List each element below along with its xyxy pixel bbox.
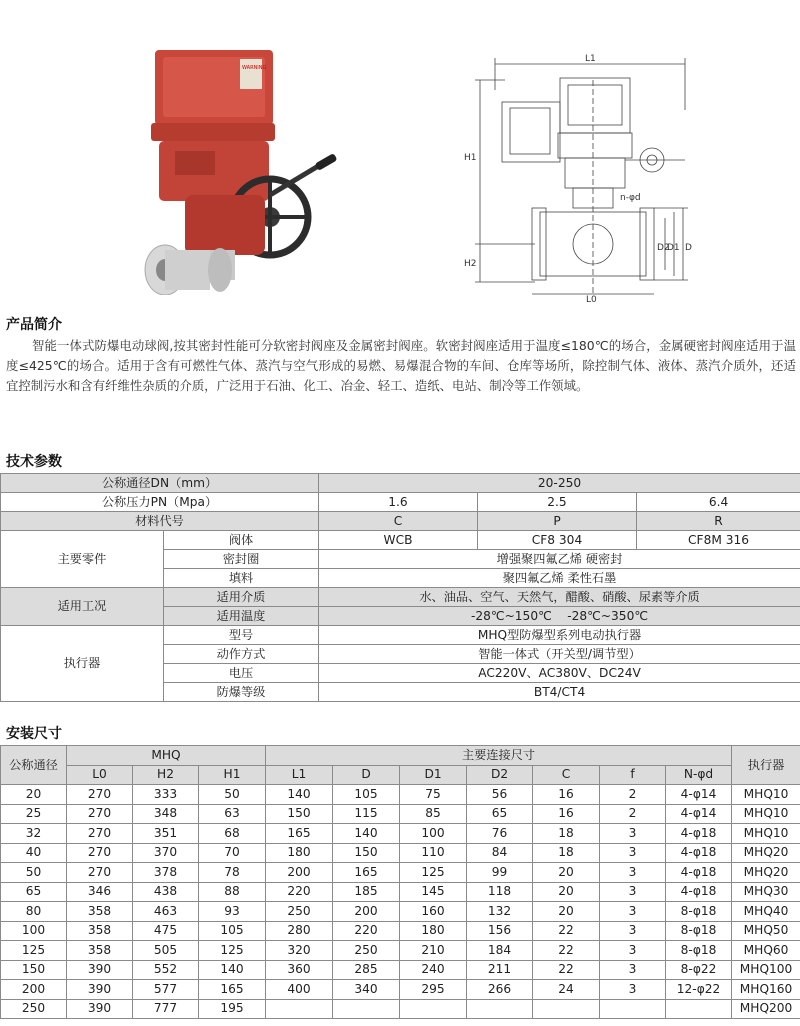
table-cell: 165 bbox=[333, 863, 400, 883]
table-cell: 505 bbox=[133, 941, 199, 961]
col-dn: 公称通径 bbox=[1, 746, 67, 785]
table-cell: 140 bbox=[333, 824, 400, 844]
ex-label: 防爆等级 bbox=[164, 683, 319, 702]
table-cell: 180 bbox=[400, 921, 467, 941]
dn-value: 20-250 bbox=[319, 474, 800, 493]
table-cell: 4-φ18 bbox=[666, 843, 732, 863]
table-cell: 320 bbox=[266, 941, 333, 961]
col-c: C bbox=[533, 765, 600, 785]
table-cell: 390 bbox=[67, 999, 133, 1019]
body-label: 阀体 bbox=[164, 531, 319, 550]
table-row bbox=[1, 785, 800, 805]
table-cell: 78 bbox=[199, 863, 266, 883]
table-cell: 552 bbox=[133, 960, 199, 980]
table-cell: 40 bbox=[1, 843, 67, 863]
table-cell bbox=[400, 999, 467, 1019]
table-cell: 65 bbox=[467, 804, 533, 824]
table-cell: 156 bbox=[467, 921, 533, 941]
table-cell: 463 bbox=[133, 902, 199, 922]
dimension-drawing bbox=[460, 50, 700, 302]
table-cell: 348 bbox=[133, 804, 199, 824]
table-cell: 150 bbox=[1, 960, 67, 980]
table-cell: 100 bbox=[400, 824, 467, 844]
medium-label: 适用介质 bbox=[164, 588, 319, 607]
mat-value: P bbox=[478, 512, 637, 531]
table-cell: 3 bbox=[600, 863, 666, 883]
table-cell: 20 bbox=[533, 863, 600, 883]
table-cell: 125 bbox=[1, 941, 67, 961]
table-cell: 4-φ14 bbox=[666, 804, 732, 824]
table-cell: 378 bbox=[133, 863, 199, 883]
table-cell: 220 bbox=[266, 882, 333, 902]
intro-paragraph: 智能一体式防爆电动球阀,按其密封性能可分软密封阀座及金属密封阀座。软密封阀座适用于温度≤180℃的场合，金属硬密封阀座适用于温度≤425℃的场合。适用于含有可燃性气体、蒸汽与空气形成的易燃、易爆混合物的车间、仓库等场所，除控制气体、液体、蒸汽介质外，还适宜控制污水和含有纤维性杂质的介质，广泛用于石油、化工、冶金、轻工、造纸、电站、制冷等工作领域。 bbox=[6, 338, 796, 393]
table-cell: 184 bbox=[467, 941, 533, 961]
table-cell: MHQ30 bbox=[732, 882, 800, 902]
mat-value: C bbox=[319, 512, 478, 531]
table-row bbox=[1, 843, 800, 863]
group-conn: 主要连接尺寸 bbox=[266, 746, 732, 766]
voltage-label: 电压 bbox=[164, 664, 319, 683]
table-cell: MHQ50 bbox=[732, 921, 800, 941]
table-cell: MHQ200 bbox=[732, 999, 800, 1019]
table-cell: 2 bbox=[600, 804, 666, 824]
table-cell: 400 bbox=[266, 980, 333, 1000]
table-cell: 346 bbox=[67, 882, 133, 902]
table-cell: 3 bbox=[600, 921, 666, 941]
col-h1: H1 bbox=[199, 765, 266, 785]
table-cell: 2 bbox=[600, 785, 666, 805]
pn-value: 2.5 bbox=[478, 493, 637, 512]
table-cell: MHQ10 bbox=[732, 824, 800, 844]
table-cell: 85 bbox=[400, 804, 467, 824]
table-cell bbox=[467, 999, 533, 1019]
ex-value: BT4/CT4 bbox=[319, 683, 800, 702]
table-cell bbox=[266, 999, 333, 1019]
label-d2: D2 bbox=[657, 243, 670, 253]
seal-value: 增强聚四氟乙烯 硬密封 bbox=[319, 550, 800, 569]
body-value: CF8 304 bbox=[478, 531, 637, 550]
dn-label: 公称通径DN（mm） bbox=[1, 474, 319, 493]
table-cell: 3 bbox=[600, 941, 666, 961]
table-cell: 100 bbox=[1, 921, 67, 941]
table-cell: 250 bbox=[266, 902, 333, 922]
table-cell: MHQ10 bbox=[732, 804, 800, 824]
packing-value: 聚四氟乙烯 柔性石墨 bbox=[319, 569, 800, 588]
table-cell: 4-φ18 bbox=[666, 882, 732, 902]
table-cell: 150 bbox=[333, 843, 400, 863]
table-cell: 180 bbox=[266, 843, 333, 863]
table-cell: 22 bbox=[533, 941, 600, 961]
table-cell: 22 bbox=[533, 921, 600, 941]
table-cell: 75 bbox=[400, 785, 467, 805]
table-cell: 18 bbox=[533, 843, 600, 863]
col-nd: N-φd bbox=[666, 765, 732, 785]
table-cell: 24 bbox=[533, 980, 600, 1000]
table-cell: 65 bbox=[1, 882, 67, 902]
actuator-label: 执行器 bbox=[1, 626, 164, 702]
table-cell: MHQ100 bbox=[732, 960, 800, 980]
table-cell: 165 bbox=[266, 824, 333, 844]
table-cell: 3 bbox=[600, 980, 666, 1000]
table-cell: 577 bbox=[133, 980, 199, 1000]
table-cell: 390 bbox=[67, 960, 133, 980]
table-cell: 211 bbox=[467, 960, 533, 980]
col-d: D bbox=[333, 765, 400, 785]
table-row bbox=[1, 824, 800, 844]
label-d: D bbox=[685, 243, 692, 253]
table-cell: 200 bbox=[333, 902, 400, 922]
table-cell: MHQ20 bbox=[732, 843, 800, 863]
action-value: 智能一体式（开关型/调节型） bbox=[319, 645, 800, 664]
table-cell: 8-φ18 bbox=[666, 921, 732, 941]
table-cell: 160 bbox=[400, 902, 467, 922]
table-cell: 84 bbox=[467, 843, 533, 863]
table-cell: 3 bbox=[600, 902, 666, 922]
section-title-intro: 产品简介 bbox=[6, 317, 62, 333]
table-cell: MHQ60 bbox=[732, 941, 800, 961]
table-cell: 132 bbox=[467, 902, 533, 922]
table-cell: 266 bbox=[467, 980, 533, 1000]
table-cell: 358 bbox=[67, 941, 133, 961]
table-cell: 438 bbox=[133, 882, 199, 902]
table-cell: MHQ160 bbox=[732, 980, 800, 1000]
table-cell: 200 bbox=[1, 980, 67, 1000]
packing-label: 填料 bbox=[164, 569, 319, 588]
product-photo bbox=[135, 45, 375, 295]
table-cell: 140 bbox=[199, 960, 266, 980]
table-cell: 68 bbox=[199, 824, 266, 844]
col-d1: D1 bbox=[400, 765, 467, 785]
table-cell: 185 bbox=[333, 882, 400, 902]
table-cell: 270 bbox=[67, 843, 133, 863]
label-nd: n-φd bbox=[620, 193, 641, 203]
table-cell: 358 bbox=[67, 902, 133, 922]
table-cell: 32 bbox=[1, 824, 67, 844]
main-parts-label: 主要零件 bbox=[1, 531, 164, 588]
pn-label: 公称压力PN（Mpa） bbox=[1, 493, 319, 512]
table-cell: 210 bbox=[400, 941, 467, 961]
table-row bbox=[1, 921, 800, 941]
table-row bbox=[1, 804, 800, 824]
table-cell: 150 bbox=[266, 804, 333, 824]
model-value: MHQ型防爆型系列电动执行器 bbox=[319, 626, 800, 645]
model-label: 型号 bbox=[164, 626, 319, 645]
table-cell: 195 bbox=[199, 999, 266, 1019]
table-cell: 295 bbox=[400, 980, 467, 1000]
table-cell: 16 bbox=[533, 785, 600, 805]
table-cell: 370 bbox=[133, 843, 199, 863]
table-cell: 3 bbox=[600, 843, 666, 863]
pn-value: 1.6 bbox=[319, 493, 478, 512]
table-cell: 56 bbox=[467, 785, 533, 805]
label-d1: D1 bbox=[667, 243, 680, 253]
table-cell: 270 bbox=[67, 804, 133, 824]
action-label: 动作方式 bbox=[164, 645, 319, 664]
table-cell: 70 bbox=[199, 843, 266, 863]
label-h1: H1 bbox=[464, 153, 477, 163]
table-cell: 145 bbox=[400, 882, 467, 902]
table-cell: MHQ20 bbox=[732, 863, 800, 883]
table-row bbox=[1, 941, 800, 961]
table-cell: 250 bbox=[1, 999, 67, 1019]
table-cell bbox=[600, 999, 666, 1019]
temp-label: 适用温度 bbox=[164, 607, 319, 626]
table-cell: 270 bbox=[67, 824, 133, 844]
table-cell: 340 bbox=[333, 980, 400, 1000]
pn-value: 6.4 bbox=[637, 493, 800, 512]
label-l0: L0 bbox=[586, 295, 597, 302]
body-value: CF8M 316 bbox=[637, 531, 800, 550]
table-cell: 165 bbox=[199, 980, 266, 1000]
table-cell: 8-φ18 bbox=[666, 941, 732, 961]
col-f: f bbox=[600, 765, 666, 785]
warning-label: WARNING bbox=[242, 65, 267, 71]
body-value: WCB bbox=[319, 531, 478, 550]
table-cell: 390 bbox=[67, 980, 133, 1000]
table-cell: 50 bbox=[199, 785, 266, 805]
mat-label: 材料代号 bbox=[1, 512, 319, 531]
col-l0: L0 bbox=[67, 765, 133, 785]
table-cell: 63 bbox=[199, 804, 266, 824]
table-cell: 110 bbox=[400, 843, 467, 863]
table-cell: 76 bbox=[467, 824, 533, 844]
table-cell: 3 bbox=[600, 882, 666, 902]
table-cell: 125 bbox=[400, 863, 467, 883]
table-cell: MHQ10 bbox=[732, 785, 800, 805]
label-l1: L1 bbox=[585, 54, 596, 64]
col-d2: D2 bbox=[467, 765, 533, 785]
table-row bbox=[1, 863, 800, 883]
table-cell: 105 bbox=[333, 785, 400, 805]
table-cell: 270 bbox=[67, 863, 133, 883]
table-cell: 22 bbox=[533, 960, 600, 980]
table-cell: 12-φ22 bbox=[666, 980, 732, 1000]
table-row bbox=[1, 980, 800, 1000]
seal-label: 密封圈 bbox=[164, 550, 319, 569]
table-cell: 105 bbox=[199, 921, 266, 941]
table-cell: 4-φ14 bbox=[666, 785, 732, 805]
voltage-value: AC220V、AC380V、DC24V bbox=[319, 664, 800, 683]
table-cell: 8-φ22 bbox=[666, 960, 732, 980]
table-cell: MHQ40 bbox=[732, 902, 800, 922]
table-cell: 20 bbox=[1, 785, 67, 805]
table-cell: 351 bbox=[133, 824, 199, 844]
table-row bbox=[1, 882, 800, 902]
table-cell: 333 bbox=[133, 785, 199, 805]
medium-value: 水、油品、空气、天然气，醋酸、硝酸、尿素等介质 bbox=[319, 588, 800, 607]
col-h2: H2 bbox=[133, 765, 199, 785]
table-cell: 118 bbox=[467, 882, 533, 902]
table-cell: 220 bbox=[333, 921, 400, 941]
table-cell: 80 bbox=[1, 902, 67, 922]
table-cell: 4-φ18 bbox=[666, 863, 732, 883]
group-mhq: MHQ bbox=[67, 746, 266, 766]
table-cell: 25 bbox=[1, 804, 67, 824]
table-cell bbox=[533, 999, 600, 1019]
table-cell: 50 bbox=[1, 863, 67, 883]
table-row bbox=[1, 999, 800, 1019]
table-cell: 3 bbox=[600, 824, 666, 844]
table-cell: 285 bbox=[333, 960, 400, 980]
dims-table bbox=[0, 745, 800, 1019]
table-cell: 115 bbox=[333, 804, 400, 824]
col-actuator: 执行器 bbox=[732, 746, 800, 785]
section-title-params: 技术参数 bbox=[6, 454, 62, 470]
table-cell: 88 bbox=[199, 882, 266, 902]
table-cell bbox=[666, 999, 732, 1019]
col-l1: L1 bbox=[266, 765, 333, 785]
table-row bbox=[1, 902, 800, 922]
table-cell: 360 bbox=[266, 960, 333, 980]
label-h2: H2 bbox=[464, 259, 477, 269]
table-cell: 4-φ18 bbox=[666, 824, 732, 844]
table-cell: 3 bbox=[600, 960, 666, 980]
table-cell: 250 bbox=[333, 941, 400, 961]
table-cell: 140 bbox=[266, 785, 333, 805]
table-cell: 20 bbox=[533, 882, 600, 902]
table-cell: 777 bbox=[133, 999, 199, 1019]
table-cell: 20 bbox=[533, 902, 600, 922]
table-cell: 240 bbox=[400, 960, 467, 980]
table-cell: 16 bbox=[533, 804, 600, 824]
table-cell: 280 bbox=[266, 921, 333, 941]
table-cell: 270 bbox=[67, 785, 133, 805]
table-cell: 200 bbox=[266, 863, 333, 883]
table-cell bbox=[333, 999, 400, 1019]
params-table bbox=[0, 473, 800, 702]
table-cell: 358 bbox=[67, 921, 133, 941]
table-cell: 8-φ18 bbox=[666, 902, 732, 922]
table-row bbox=[1, 960, 800, 980]
mat-value: R bbox=[637, 512, 800, 531]
table-cell: 125 bbox=[199, 941, 266, 961]
section-title-dims: 安装尺寸 bbox=[6, 726, 62, 742]
temp-value: -28℃~150℃ -28℃~350℃ bbox=[319, 607, 800, 626]
conditions-label: 适用工况 bbox=[1, 588, 164, 626]
table-cell: 475 bbox=[133, 921, 199, 941]
table-cell: 93 bbox=[199, 902, 266, 922]
table-cell: 18 bbox=[533, 824, 600, 844]
table-cell: 99 bbox=[467, 863, 533, 883]
